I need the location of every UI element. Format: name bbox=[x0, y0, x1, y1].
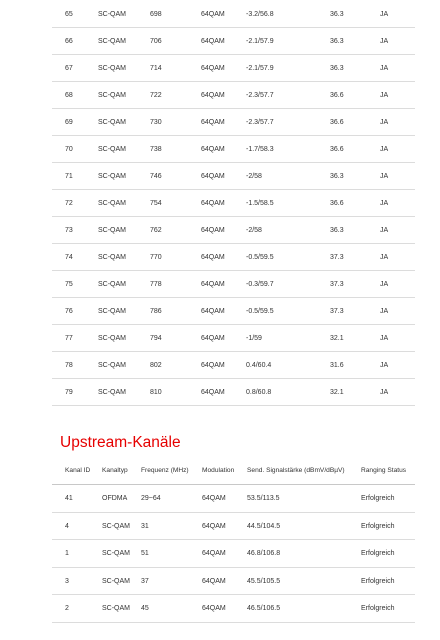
power-level-cell: -1.7/58.3 bbox=[246, 146, 274, 153]
power-level-cell: -0.3/59.7 bbox=[246, 281, 274, 288]
channel-type-cell: SC-QAM bbox=[98, 254, 126, 261]
table-row bbox=[52, 513, 415, 541]
modulation-cell: 64QAM bbox=[201, 200, 225, 207]
lock-status-cell: JA bbox=[380, 92, 389, 99]
header-channel-type: Kanaltyp bbox=[102, 467, 128, 474]
channel-id-cell: 77 bbox=[65, 335, 73, 342]
power-level-cell: 0.4/60.4 bbox=[246, 362, 272, 369]
snr-mer-cell: 36.3 bbox=[330, 38, 344, 45]
frequency-cell: 770 bbox=[150, 254, 162, 261]
frequency-cell: 45 bbox=[141, 605, 149, 612]
power-level-cell: -1.5/58.5 bbox=[246, 200, 274, 207]
channel-id-cell: 73 bbox=[65, 227, 73, 234]
table-row bbox=[52, 28, 415, 55]
modulation-cell: 64QAM bbox=[201, 92, 225, 99]
channel-type-cell: SC-QAM bbox=[98, 11, 126, 18]
table-row bbox=[52, 298, 415, 325]
modulation-cell: 64QAM bbox=[201, 38, 225, 45]
frequency-cell: 794 bbox=[150, 335, 162, 342]
modulation-cell: 64QAM bbox=[202, 522, 226, 530]
channel-id-cell: 70 bbox=[65, 146, 73, 153]
power-level-cell: -1/59 bbox=[246, 335, 262, 342]
power-level-cell: -2/58 bbox=[246, 173, 262, 180]
snr-mer-cell: 32.1 bbox=[330, 335, 344, 342]
table-row bbox=[52, 217, 415, 244]
modulation-cell: 64QAM bbox=[202, 577, 226, 585]
snr-mer-cell: 32.1 bbox=[330, 389, 344, 396]
lock-status-cell: JA bbox=[380, 200, 389, 207]
transmit-power-cell: 46.8/106.8 bbox=[247, 550, 281, 557]
ranging-status-cell: Erfolgreich bbox=[361, 522, 395, 530]
ranging-status-cell: Erfolgreich bbox=[361, 605, 395, 612]
channel-type-cell: SC-QAM bbox=[98, 38, 126, 45]
modulation-cell: 64QAM bbox=[201, 335, 225, 342]
lock-status-cell: JA bbox=[380, 281, 389, 288]
modulation-cell: 64QAM bbox=[202, 495, 226, 502]
channel-type-cell: SC-QAM bbox=[98, 362, 126, 369]
channel-type-cell: SC-QAM bbox=[98, 119, 126, 126]
upstream-section-title: Upstream-Kanäle bbox=[60, 434, 181, 451]
header-frequency: Frequenz (MHz) bbox=[141, 467, 189, 474]
modulation-cell: 64QAM bbox=[201, 308, 225, 315]
snr-mer-cell: 36.3 bbox=[330, 173, 344, 180]
power-level-cell: -2.3/57.7 bbox=[246, 92, 274, 99]
modulation-cell: 64QAM bbox=[201, 11, 225, 18]
snr-mer-cell: 36.6 bbox=[330, 92, 344, 99]
frequency-cell: 778 bbox=[150, 281, 162, 288]
channel-id-cell: 75 bbox=[65, 281, 73, 288]
frequency-cell: 37 bbox=[141, 577, 149, 585]
channel-type-cell: SC-QAM bbox=[98, 389, 126, 396]
modulation-cell: 64QAM bbox=[201, 389, 225, 396]
channel-id-cell: 74 bbox=[65, 254, 73, 261]
frequency-cell: 762 bbox=[150, 227, 162, 234]
table-row bbox=[52, 595, 415, 623]
channel-type-cell: SC-QAM bbox=[102, 605, 130, 612]
lock-status-cell: JA bbox=[380, 65, 389, 72]
ranging-status-cell: Erfolgreich bbox=[361, 577, 395, 585]
snr-mer-cell: 37.3 bbox=[330, 308, 344, 315]
frequency-cell: 29~64 bbox=[141, 495, 161, 502]
table-row bbox=[52, 568, 415, 596]
snr-mer-cell: 31.6 bbox=[330, 362, 344, 369]
channel-id-cell: 1 bbox=[65, 550, 69, 557]
power-level-cell: -2.1/57.9 bbox=[246, 65, 274, 72]
lock-status-cell: JA bbox=[380, 308, 389, 315]
modulation-cell: 64QAM bbox=[201, 254, 225, 261]
channel-type-cell: SC-QAM bbox=[102, 522, 130, 530]
channel-id-cell: 41 bbox=[65, 495, 73, 502]
channel-id-cell: 67 bbox=[65, 65, 73, 72]
downstream-table bbox=[52, 1, 415, 406]
frequency-cell: 730 bbox=[150, 119, 162, 126]
frequency-cell: 706 bbox=[150, 38, 162, 45]
table-row bbox=[52, 379, 415, 406]
lock-status-cell: JA bbox=[380, 146, 389, 153]
frequency-cell: 51 bbox=[141, 550, 149, 557]
modulation-cell: 64QAM bbox=[201, 119, 225, 126]
modulation-cell: 64QAM bbox=[201, 65, 225, 72]
power-level-cell: -2.1/57.9 bbox=[246, 38, 274, 45]
frequency-cell: 722 bbox=[150, 92, 162, 99]
frequency-cell: 714 bbox=[150, 65, 162, 72]
table-row bbox=[52, 109, 415, 136]
table-row bbox=[52, 352, 415, 379]
channel-type-cell: SC-QAM bbox=[98, 173, 126, 180]
channel-type-cell: SC-QAM bbox=[98, 92, 126, 99]
channel-type-cell: SC-QAM bbox=[102, 550, 130, 557]
frequency-cell: 802 bbox=[150, 362, 162, 369]
table-row bbox=[52, 55, 415, 82]
frequency-cell: 738 bbox=[150, 146, 162, 153]
modulation-cell: 64QAM bbox=[201, 227, 225, 234]
table-row bbox=[52, 82, 415, 109]
channel-id-cell: 3 bbox=[65, 577, 69, 585]
channel-id-cell: 72 bbox=[65, 200, 73, 207]
channel-type-cell: SC-QAM bbox=[98, 335, 126, 342]
table-row bbox=[52, 485, 415, 513]
channel-id-cell: 69 bbox=[65, 119, 73, 126]
lock-status-cell: JA bbox=[380, 254, 389, 261]
ranging-status-cell: Erfolgreich bbox=[361, 550, 395, 557]
channel-id-cell: 78 bbox=[65, 362, 73, 369]
channel-id-cell: 68 bbox=[65, 92, 73, 99]
channel-type-cell: SC-QAM bbox=[98, 281, 126, 288]
lock-status-cell: JA bbox=[380, 335, 389, 342]
channel-type-cell: SC-QAM bbox=[102, 577, 130, 585]
channel-id-cell: 65 bbox=[65, 11, 73, 18]
frequency-cell: 786 bbox=[150, 308, 162, 315]
lock-status-cell: JA bbox=[380, 119, 389, 126]
frequency-cell: 31 bbox=[141, 522, 149, 530]
table-row bbox=[52, 325, 415, 352]
channel-id-cell: 76 bbox=[65, 308, 73, 315]
transmit-power-cell: 44.5/104.5 bbox=[247, 522, 281, 530]
modulation-cell: 64QAM bbox=[201, 173, 225, 180]
snr-mer-cell: 36.3 bbox=[330, 65, 344, 72]
channel-type-cell: SC-QAM bbox=[98, 200, 126, 207]
table-row bbox=[52, 163, 415, 190]
modulation-cell: 64QAM bbox=[201, 281, 225, 288]
header-transmit-power: Send. Signalstärke (dBmV/dBµV) bbox=[247, 467, 345, 474]
upstream-table bbox=[52, 457, 415, 623]
modulation-cell: 64QAM bbox=[202, 605, 226, 612]
header-ranging-status: Ranging Status bbox=[361, 467, 407, 474]
frequency-cell: 754 bbox=[150, 200, 162, 207]
snr-mer-cell: 37.3 bbox=[330, 281, 344, 288]
frequency-cell: 746 bbox=[150, 173, 162, 180]
snr-mer-cell: 37.3 bbox=[330, 254, 344, 261]
power-level-cell: 0.8/60.8 bbox=[246, 389, 272, 396]
table-row bbox=[52, 1, 415, 28]
transmit-power-cell: 45.5/105.5 bbox=[247, 577, 281, 585]
lock-status-cell: JA bbox=[380, 173, 389, 180]
power-level-cell: -3.2/56.8 bbox=[246, 11, 274, 18]
channel-type-cell: OFDMA bbox=[102, 495, 128, 502]
modulation-cell: 64QAM bbox=[201, 362, 225, 369]
table-row bbox=[52, 271, 415, 298]
channel-type-cell: SC-QAM bbox=[98, 146, 126, 153]
frequency-cell: 810 bbox=[150, 389, 162, 396]
snr-mer-cell: 36.3 bbox=[330, 227, 344, 234]
transmit-power-cell: 53.5/113.5 bbox=[247, 495, 280, 502]
table-row bbox=[52, 136, 415, 163]
channel-type-cell: SC-QAM bbox=[98, 227, 126, 234]
lock-status-cell: JA bbox=[380, 38, 389, 45]
lock-status-cell: JA bbox=[380, 362, 389, 369]
snr-mer-cell: 36.6 bbox=[330, 119, 344, 126]
transmit-power-cell: 46.5/106.5 bbox=[247, 605, 281, 612]
power-level-cell: -0.5/59.5 bbox=[246, 308, 274, 315]
table-row bbox=[52, 540, 415, 568]
channel-id-cell: 2 bbox=[65, 605, 69, 612]
channel-id-cell: 79 bbox=[65, 389, 73, 396]
snr-mer-cell: 36.3 bbox=[330, 11, 344, 18]
header-modulation: Modulation bbox=[202, 467, 235, 474]
lock-status-cell: JA bbox=[380, 11, 389, 18]
table-row bbox=[52, 244, 415, 271]
upstream-table-header bbox=[52, 457, 415, 485]
channel-id-cell: 4 bbox=[65, 522, 69, 530]
snr-mer-cell: 36.6 bbox=[330, 146, 344, 153]
lock-status-cell: JA bbox=[380, 389, 389, 396]
ranging-status-cell: Erfolgreich bbox=[361, 495, 395, 502]
channel-id-cell: 66 bbox=[65, 38, 73, 45]
channel-type-cell: SC-QAM bbox=[98, 308, 126, 315]
modulation-cell: 64QAM bbox=[202, 550, 226, 557]
power-level-cell: -2.3/57.7 bbox=[246, 119, 274, 126]
lock-status-cell: JA bbox=[380, 227, 389, 234]
snr-mer-cell: 36.6 bbox=[330, 200, 344, 207]
channel-type-cell: SC-QAM bbox=[98, 65, 126, 72]
header-channel-id: Kanal ID bbox=[65, 467, 91, 474]
channel-id-cell: 71 bbox=[65, 173, 73, 180]
power-level-cell: -2/58 bbox=[246, 227, 262, 234]
frequency-cell: 698 bbox=[150, 11, 162, 18]
modulation-cell: 64QAM bbox=[201, 146, 225, 153]
table-row bbox=[52, 190, 415, 217]
power-level-cell: -0.5/59.5 bbox=[246, 254, 274, 261]
